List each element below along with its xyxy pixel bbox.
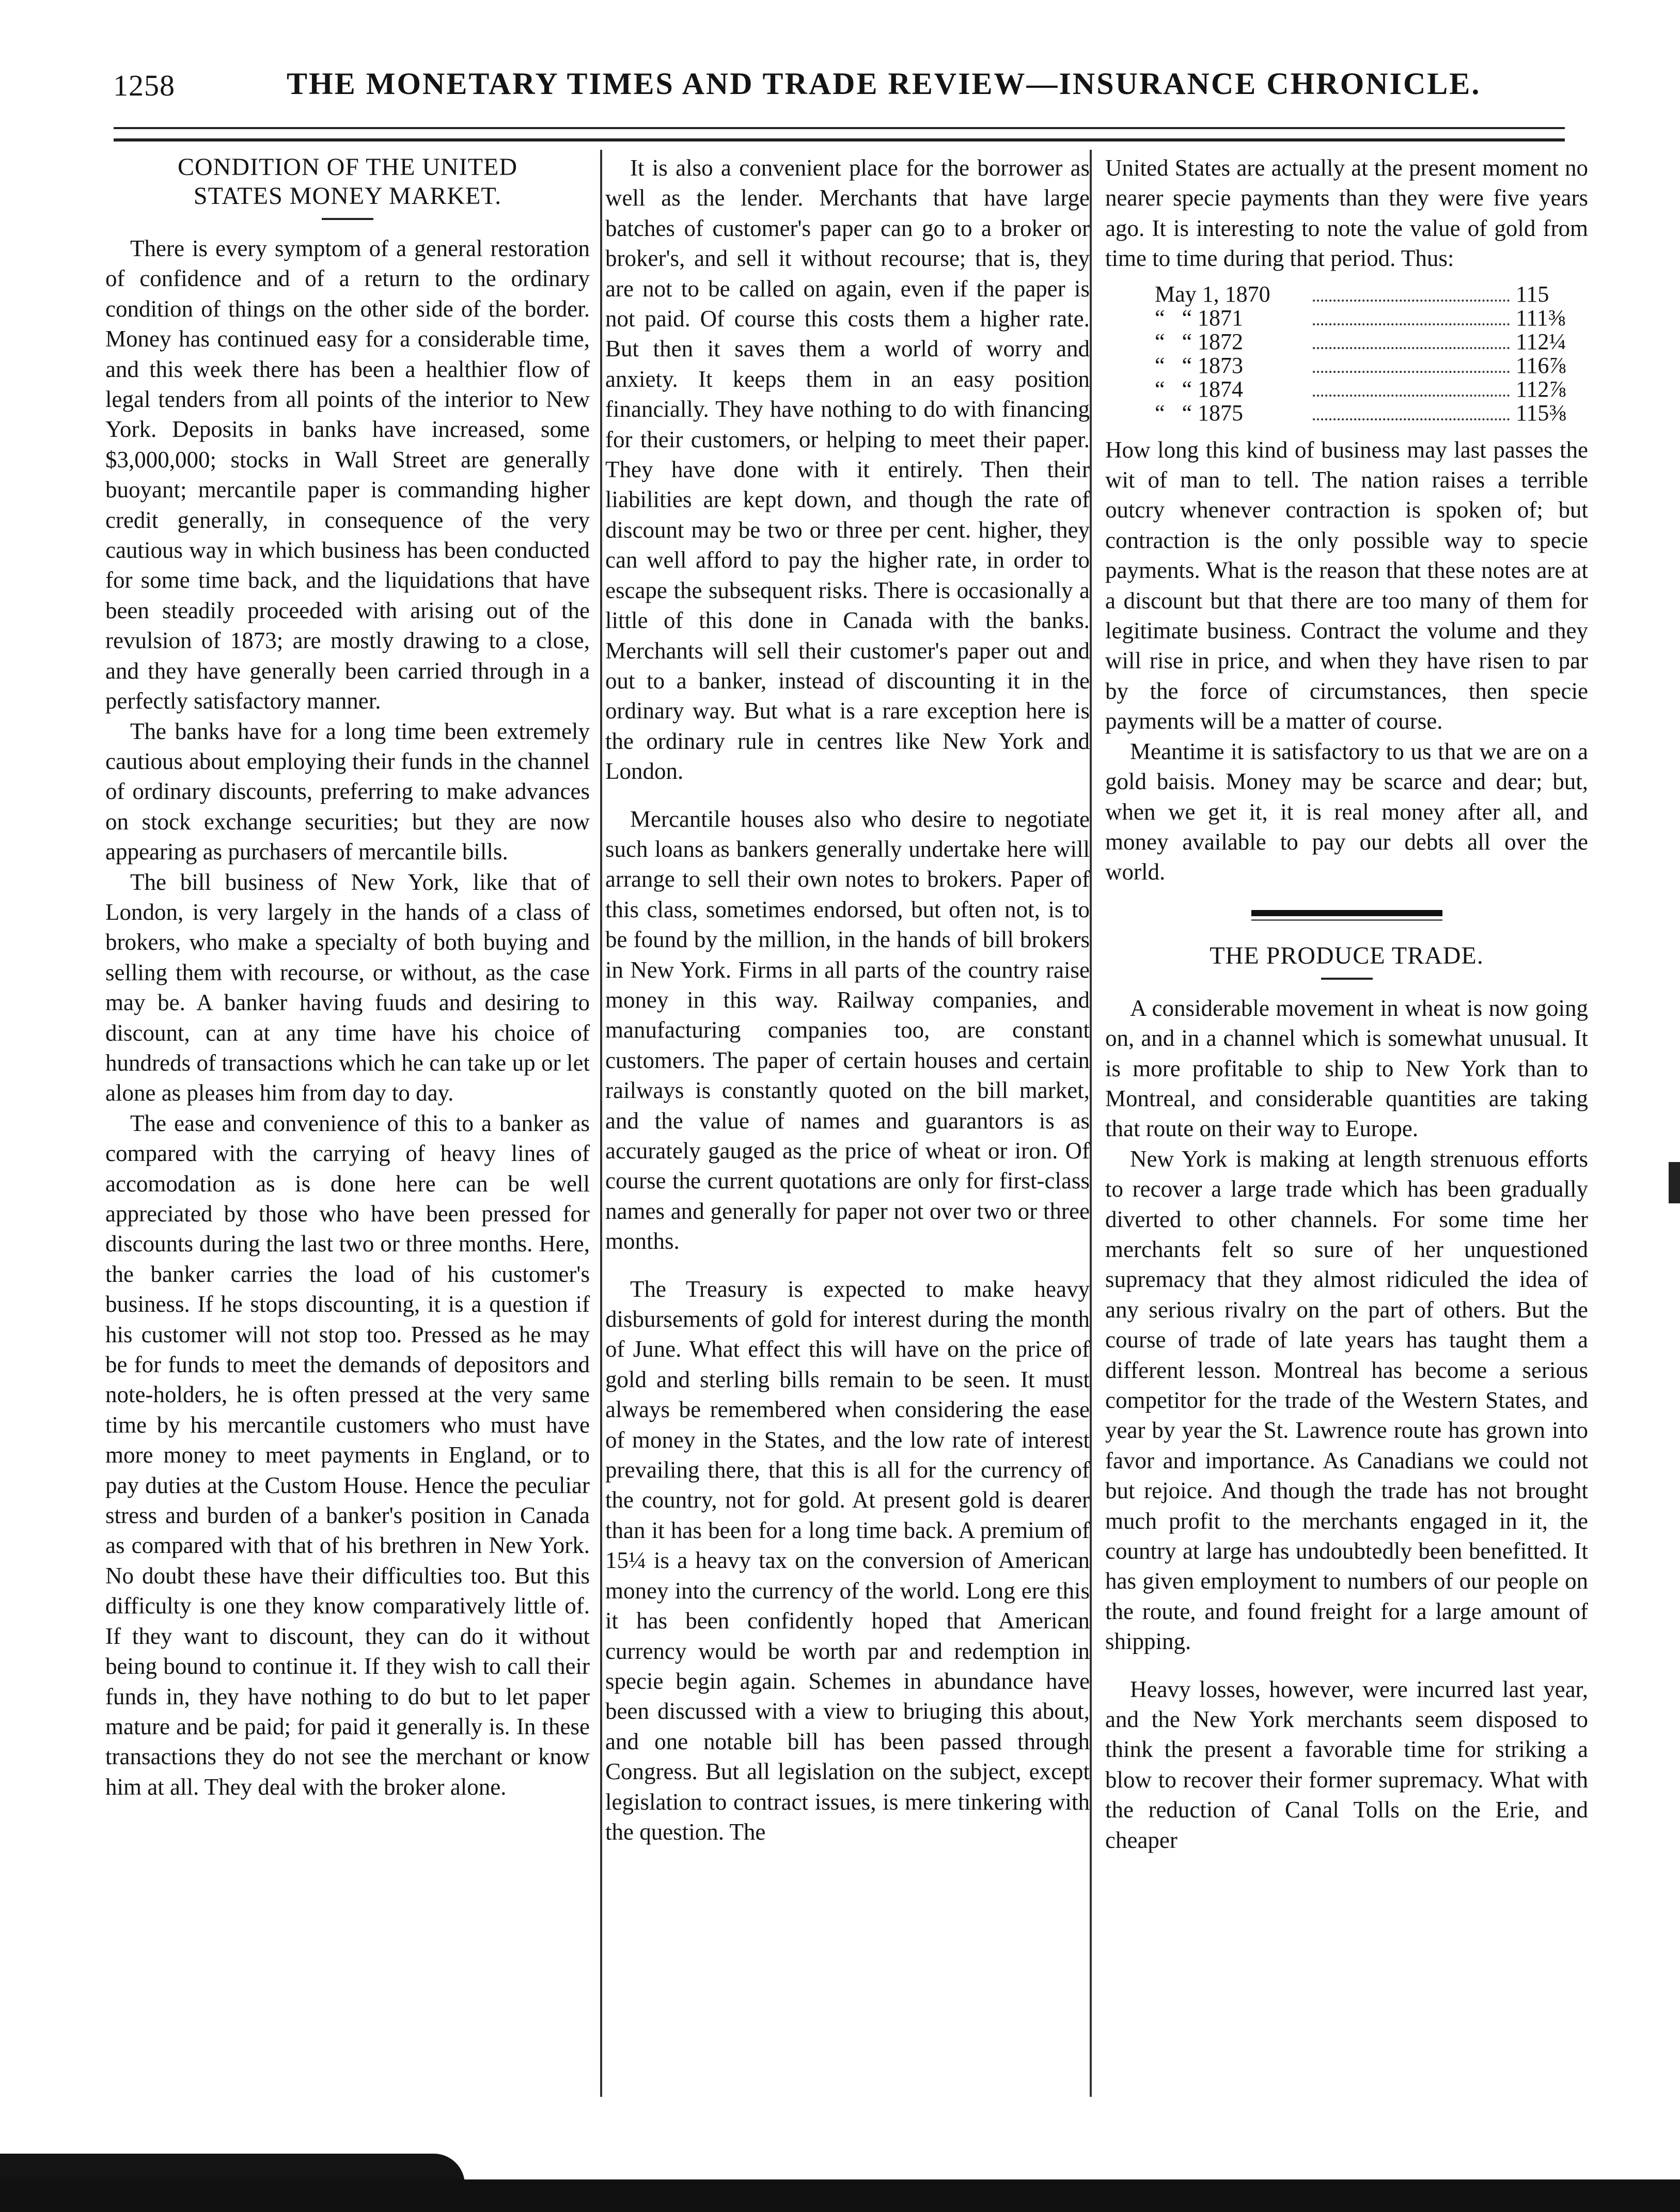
gold-price: 115⅜ <box>1516 400 1566 426</box>
column-separator <box>1090 150 1092 2097</box>
article-paragraph: The ease and convenience of this to a banker as compared with the carrying of heavy lines of accomodation as is done here can be well appreciated by those who have been pressed for discounts during the last two or three months. Here, the banker carries the load of his customer's business. If he stops discounting, it is a question if his customer will not stop too. Pressed as he may be for funds to meet the demands of depositors and note-holders, he is often pressed at the very same time by his mercantile customers who must have more money to meet payments in England, or to pay duties at the Custom House. Hence the peculiar stress and burden of a banker's position in Canada as compared with that of his brethren in New York. No doubt these have their difficulties too. But this difficulty is one they know comparatively little of. If they want to discount, they can do it without being bound to continue it. If they wish to call their funds in, they have nothing to do but to let paper mature and be paid; for paid it generally is. In these transactions they do not see the merchant or know him at all. They deal with the broker alone. <box>105 1110 590 1800</box>
article-paragraph: The Treasury is expected to make heavy disbursements of gold for interest during the month of June. What effect this will have on the price of gold and sterling bills remain to be seen. It must always be remembered when considering the ease of money in the States, and the low rate of interest prevailing there, that this is all for the currency of the country, not for gold. At present gold is dearer than it has been for a long time back. A premium of 15¼ is a heavy tax on the conversion of American money into the currency of the world. Long ere this it has been confidently hoped that American currency would be worth par and redemption in specie begin again. Schemes in abundance have been discussed with a view to briuging this about, and one notable bill has been passed through Congress. But all legislation on the subject, except legislation to contract issues, is mere tinkering with the question. The <box>605 1276 1090 1845</box>
article-title <box>105 153 590 211</box>
gold-date: “ “ 1874 <box>1155 376 1244 402</box>
header-rule-thick <box>114 138 1565 142</box>
title-rule <box>322 218 373 220</box>
gold-price-row <box>1155 402 1588 426</box>
title-rule <box>1321 978 1373 980</box>
gold-price-row <box>1155 354 1588 378</box>
article-paragraph: Heavy losses, however, were incurred last year, and the New York merchants seem disposed to think the present a favorable time for striking a blow to recover their former supremacy. What with the reduction of Canal Tolls on the Erie, and cheaper <box>1105 1676 1588 1853</box>
article-title-line: CONDITION OF THE UNITED <box>177 153 518 181</box>
gold-price-row <box>1155 307 1588 331</box>
dot-leader <box>1313 395 1510 397</box>
article-paragraph: There is every symptom of a general restoration of confidence and of a return to the ordinary condition of things on the other side of the border. Money has continued easy for a considerable time, and this week there has been a healthier flow of legal tenders from all points of the interior to New York. Deposits in banks have increased, some $3,000,000; stocks in Wall Street are generally buoyant; mercantile paper is commanding higher credit generally, in consequence of the very cautious way in which business has been conducted for some time back, and the liquidations that have been steadily proceeded with arising out of the revulsion of 1873; are mostly drawing to a close, and they have generally been carried through in a perfectly satisfactory manner. <box>105 236 590 714</box>
gold-price-row <box>1155 378 1588 402</box>
article-paragraph: New York is making at length strenuous efforts to recover a large trade which has been gradually diverted to other channels. For some time her merchants felt so sure of her unquestioned supremacy that they almost ridiculed the idea of any serious rivalry on the part of others. But the course of trade of late years has taught them a different lesson. Montreal has become a serious competitor for the trade of the Western States, and year by year the St. Lawrence route has grown into favor and importance. As Canadians we could not but rejoice. And though the trade has not brought much profit to the merchants engaged in it, the country at large has undoubtedly been benefitted. It has given employment to numbers of our people on the route, and found freight for a large amount of shipping. <box>1105 1146 1588 1655</box>
page-header <box>106 66 1481 123</box>
journal-title: THE MONETARY TIMES AND TRADE REVIEW—INSURANCE CHRONICLE. <box>287 67 1481 101</box>
article-paragraph: The banks have for a long time been extremely cautious about employing their funds in the channel of ordinary discounts, preferring to make advances on stock exchange securities; but they are now appearing as purchasers of mercantile bills. <box>105 718 590 865</box>
gold-price-table <box>1105 283 1588 426</box>
article-paragraph: A considerable movement in wheat is now going on, and in a channel which is somewhat unusual. It is more profitable to ship to New York than to Montreal, and considerable quantities are taking that route on their way to Europe. <box>1105 995 1588 1142</box>
page-number: 1258 <box>113 69 175 102</box>
dot-leader <box>1313 347 1510 349</box>
dot-leader <box>1313 418 1510 420</box>
gold-date: “ “ 1872 <box>1155 328 1244 354</box>
header-rule-thin <box>114 127 1565 129</box>
gold-price: 112⅞ <box>1516 376 1566 402</box>
article-paragraph: The bill business of New York, like that of London, is very largely in the hands of a class of brokers, who make a specialty of both buying and selling them with recourse, or without, as the case may be. A banker having fuuds and desiring to discount, can at any time have his choice of hundreds of transactions which he can take up or let alone as pleases him from day to day. <box>105 869 590 1106</box>
column-separator <box>600 150 602 2097</box>
article-paragraph: Meantime it is satisfactory to us that we are on a gold baisis. Money may be scarce and dear; but, when we get it, it is real money after all, and money available to pay our debts all over the world. <box>1105 738 1588 885</box>
column-2 <box>605 153 1090 1847</box>
gold-price: 112¼ <box>1516 328 1566 354</box>
gold-price-row <box>1155 283 1588 307</box>
gold-date: May 1, 1870 <box>1155 281 1270 307</box>
gold-price-row <box>1155 328 1588 354</box>
article-paragraph: How long this kind of business may last passes the wit of man to tell. The nation raises a terrible outcry whenever contraction is spoken of; but contraction is the only possible way to specie payments. What is the reason that these notes are at a discount but that there are too many of them for legitimate business. Contract the volume and they will rise in price, and when they have risen to par by the force of circumstances, then specie payments will be a matter of course. <box>1105 436 1588 734</box>
scan-edge-mark <box>1669 1162 1680 1203</box>
dot-leader <box>1313 371 1510 373</box>
gold-price: 116⅞ <box>1516 352 1566 378</box>
column-3 <box>1105 153 1588 1855</box>
article-title-line: STATES MONEY MARKET. <box>193 182 502 210</box>
dot-leader <box>1313 300 1510 302</box>
gold-price: 111⅜ <box>1516 305 1565 331</box>
article-title: THE PRODUCE TRADE. <box>1210 942 1484 969</box>
gold-price: 115 <box>1516 281 1549 307</box>
gold-date: “ “ 1871 <box>1155 305 1244 331</box>
article-paragraph: It is also a convenient place for the borrower as well as the lender. Merchants that have large batches of customer's paper can go to a broker or broker's, and sell it without recourse; that is, they are not to be called on again, even if the paper is not paid. Of course this costs them a higher rate. But then it saves them a world of worry and anxiety. It keeps them in an easy position financially. They have nothing to do with financing for their customers, or helping to meet their paper. They have done with it entirely. Then their liabilities are kept down, and though the rate of discount may be two or three per cent. higher, they can well afford to pay the higher rate, in order to escape the subsequent risks. There is occasionally a little of this done in Canada with the banks. Merchants will sell their customer's paper out and out to a banker, instead of discounting it in the ordinary way. But what is a rare exception here is the ordinary rule in centres like New York and London. <box>605 155 1090 785</box>
dot-leader <box>1313 323 1510 325</box>
column-1 <box>105 153 590 1802</box>
article-paragraph: Mercantile houses also who desire to negotiate such loans as bankers generally undertake here will arrange to sell their own notes to brokers. Paper of this class, sometimes endorsed, but often not, is to be found by the million, in the hands of bill brokers in New York. Firms in all parts of the country raise money in this way. Railway companies, and manufacturing companies too, are constant customers. The paper of certain houses and certain railways is constantly quoted on the bill market, and the value of names and guarantors is as accurately gauged as the price of wheat or iron. Of course the current quotations are only for first-class names and generally for paper not over two or three months. <box>605 806 1090 1254</box>
section-divider <box>1251 910 1442 921</box>
gold-date: “ “ 1873 <box>1155 352 1244 378</box>
gold-date: “ “ 1875 <box>1155 400 1244 426</box>
scan-edge-bar <box>0 2179 1680 2212</box>
article-paragraph: United States are actually at the present moment no nearer specie payments than they were five years ago. It is interesting to note the value of gold from time to time during that period. Thus: <box>1105 155 1588 272</box>
